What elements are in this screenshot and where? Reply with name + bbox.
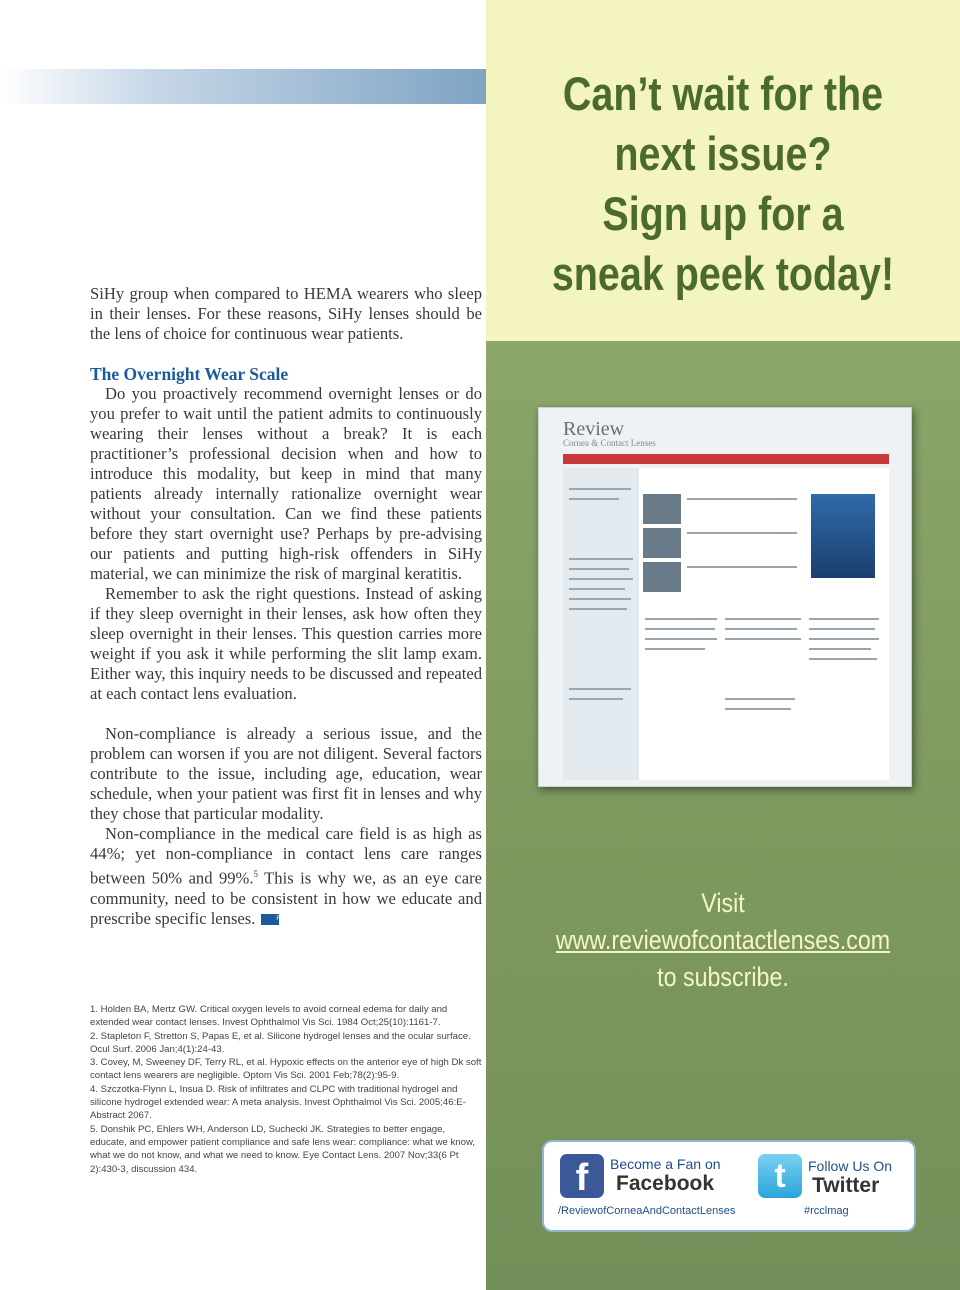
site-logo: Review [563, 418, 625, 440]
text-line [569, 578, 633, 580]
reference-item: 2. Stapleton F, Stretton S, Papas E, et al. Silicone hydrogel lenses and the ocular surface. Ocul Surf. 2006 Jan;4(1):24-43. [90, 1030, 471, 1055]
text-line [569, 608, 627, 610]
article-body [90, 284, 482, 929]
text-line [645, 638, 717, 640]
text-line [569, 498, 619, 500]
reference-item: 1. Holden BA, Mertz GW. Critical oxygen levels to avoid corneal edema for daily and extended wear contact lenses. Invest Ophthalmol Vis Sci. 1984 Oct;25(10):1161-7. [90, 1004, 448, 1029]
article-text: This is why we, as an eye care community, need to be consistent in how we educate and prescribe specific lenses. [90, 868, 482, 928]
headline-line: Sign up for a [602, 187, 844, 240]
site-thumbnail [643, 528, 681, 558]
headline-line: next issue? [614, 127, 832, 180]
article-paragraph [90, 824, 482, 929]
reference-item: 4. Szczotka-Flynn L, Insua D. Risk of infiltrates and CLPC with traditional hydrogel and silicone hydrogel extended wear: A meta analysis. Invest Ophthalmol Vis Sci. 2005;46:E-Abstract 2067. [90, 1083, 466, 1122]
text-line [645, 628, 715, 630]
decorative-gradient-bar [0, 69, 486, 104]
text-line [569, 588, 625, 590]
site-nav-bar [563, 454, 889, 464]
site-thumbnail [643, 562, 681, 592]
article-text: Non-compliance in the medical care field is as high as 44%; yet non-compliance in contact lens care ranges between 50% and 99%. [90, 824, 482, 888]
end-mark-logo: RCCL [261, 914, 279, 925]
facebook-icon[interactable]: f [560, 1154, 604, 1198]
text-line [725, 628, 797, 630]
site-sidebar [563, 468, 639, 780]
text-line [569, 698, 623, 700]
ad-headline [524, 64, 922, 304]
text-line [569, 558, 633, 560]
text-line [687, 532, 797, 534]
text-line [809, 648, 871, 650]
text-line [687, 498, 797, 500]
text-line [809, 658, 877, 660]
twitter-small-text: Follow Us On [808, 1158, 893, 1174]
facebook-big-text: Facebook [616, 1172, 715, 1195]
twitter-big-text: Twitter [812, 1174, 880, 1197]
text-line [809, 628, 875, 630]
headline-line: Can’t wait for the [562, 67, 884, 120]
website-link[interactable]: www.reviewofcontactlenses.com [555, 925, 891, 955]
subscribe-text: to subscribe. [657, 962, 789, 992]
text-line [687, 566, 797, 568]
facebook-link[interactable]: /ReviewofCorneaAndContactLenses [558, 1205, 736, 1217]
visit-text: Visit [701, 888, 745, 918]
headline-line: sneak peek today! [551, 247, 895, 300]
text-line [809, 638, 879, 640]
facebook-small-text: Become a Fan on [610, 1156, 721, 1172]
article-paragraph: Do you proactively recommend overnight lenses or do you prefer to wait until the patient admits to continuously wearing their lenses without a break? It is each practitioner’s professional decision when and how to introduce this modality, but keep in mind that many patients already internally rationalize overnight wear without your consultation. Can we find these patients before they start overnight use? Perhaps by pre-advising our patients and putting high-risk offenders in SiHy material, we can minimize the risk of marginal keratitis. [90, 384, 482, 583]
social-media-box [542, 1140, 916, 1232]
text-line [725, 698, 795, 700]
text-line [645, 648, 705, 650]
text-line [569, 568, 629, 570]
citation-superscript: 5 [253, 869, 259, 879]
site-thumbnail [643, 494, 681, 524]
article-paragraph-intro: SiHy group when compared to HEMA wearers who sleep in their lenses. For these reasons, SiHy lenses should be the lens of choice for continuous wear patients. [90, 284, 482, 343]
twitter-icon[interactable]: t [758, 1154, 802, 1198]
reference-item: 3. Covey, M, Sweeney DF, Terry RL, et al. Hypoxic effects on the anterior eye of high Dk soft contact lens wearers are negligible. Optom Vis Sci. 2001 Feb;78(2):95-9. [90, 1057, 482, 1082]
text-line [569, 688, 631, 690]
text-line [725, 708, 791, 710]
text-line [725, 638, 801, 640]
website-screenshot [538, 407, 912, 787]
visit-block [486, 885, 960, 996]
reference-list [90, 1003, 482, 1176]
text-line [569, 598, 631, 600]
text-line [809, 618, 879, 620]
reference-item: 5. Donshik PC, Ehlers WH, Anderson LD, Suchecki JK. Strategies to better engage, educate, and empower patient compliance and safe lens wear: compliance: what we know, what we do not know, and what we need to know. Eye Contact Lens. 2007 Nov;33(6 Pt 2):430-3, discussion 434. [90, 1123, 476, 1175]
text-line [725, 618, 801, 620]
magazine-cover [811, 494, 875, 578]
text-line [569, 488, 631, 490]
twitter-link[interactable]: #rcclmag [804, 1205, 849, 1217]
site-logo-subtitle: Cornea & Contact Lenses [563, 438, 656, 448]
article-paragraph: Remember to ask the right questions. Instead of asking if they sleep overnight in their lenses, ask how often they sleep overnight in their lenses. This question carries more weight if you ask it while performing the slit lamp exam. Either way, this inquiry needs to be discussed and repeated at each contact lens evaluation. [90, 584, 482, 703]
article-paragraph: Non-compliance is already a serious issue, and the problem can worsen if you are not diligent. Several factors contribute to the issue, including age, education, wear schedule, when your patient was first fit in lenses and why they chose that particular modality. [90, 724, 482, 823]
site-content-area [563, 468, 889, 780]
text-line [645, 618, 717, 620]
section-heading: The Overnight Wear Scale [90, 364, 289, 384]
